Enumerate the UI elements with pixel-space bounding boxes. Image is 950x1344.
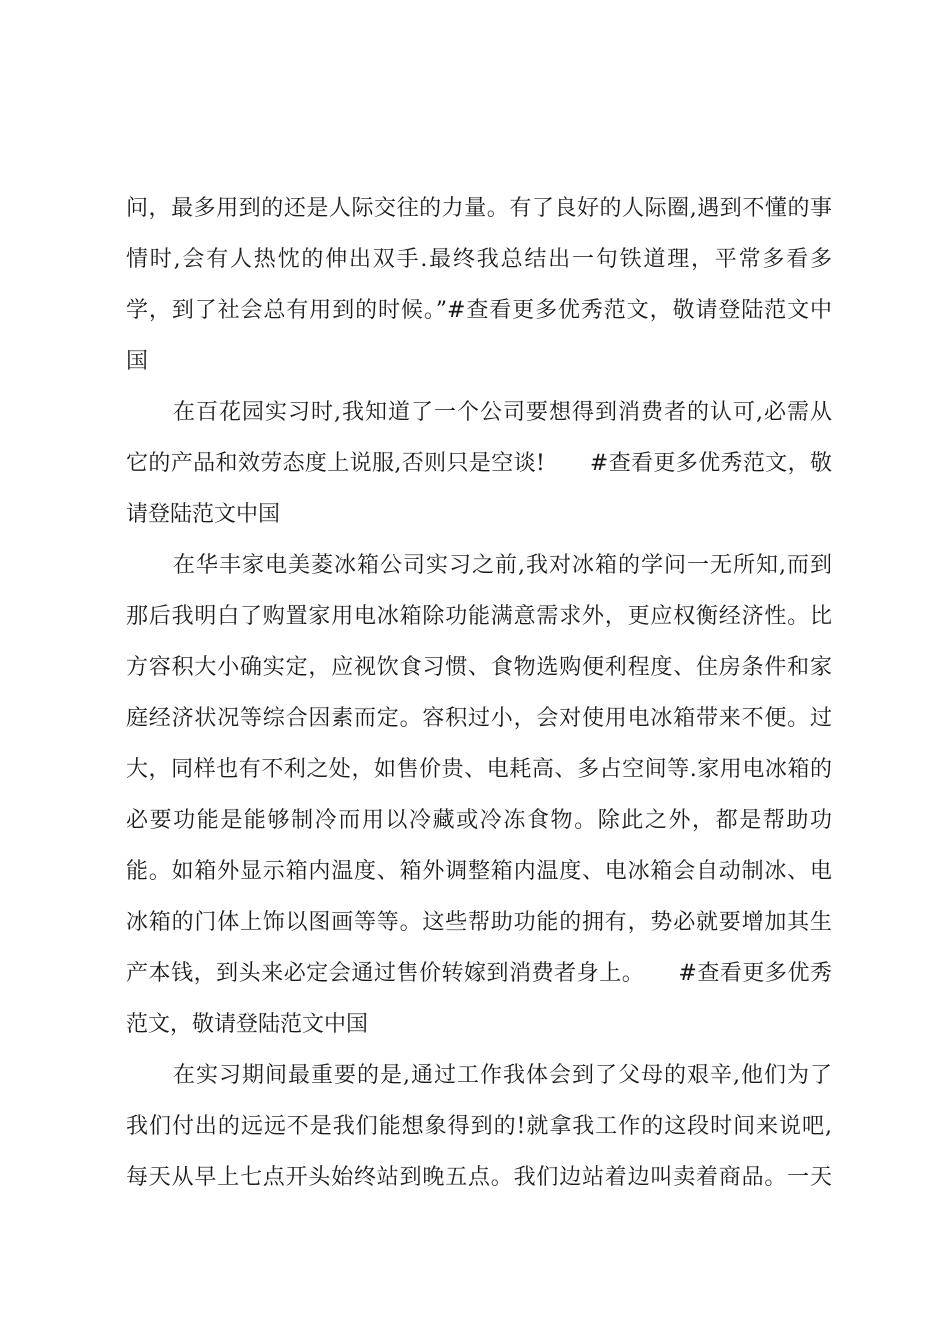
text-line: 能。如箱外显示箱内温度、箱外调整箱内温度、电冰箱会自动制冰、电: [126, 859, 832, 884]
text-line: 请登陆范文中国: [126, 502, 281, 527]
text-line: 我们付出的远远不是我们能想象得到的!就拿我工作的这段时间来说吧,: [126, 1114, 832, 1139]
text-line: 那后我明白了购置家用电冰箱除功能满意需求外，更应权衡经济性。比: [126, 604, 832, 629]
document-body: [126, 183, 832, 1203]
text-line: 方容积大小确实定，应视饮食习惯、食物选购便利程度、住房条件和家: [126, 655, 832, 680]
text-line: 冰箱的门体上饰以图画等等。这些帮助功能的拥有，势必就要增加其生: [126, 910, 832, 935]
text-line: 每天从早上七点开头始终站到晚五点。我们边站着边叫卖着商品。一天: [126, 1165, 832, 1190]
text-line: 大，同样也有不利之处，如售价贵、电耗高、多占空间等.家用电冰箱的: [126, 757, 832, 782]
text-line: 它的产品和效劳态度上说服,否则只是空谈! #查看更多优秀范文，敬: [126, 451, 832, 476]
text-line: 产本钱，到头来必定会通过售价转嫁到消费者身上。 #查看更多优秀: [126, 961, 832, 986]
text-line: 范文，敬请登陆范文中国: [126, 1012, 369, 1037]
text-line: 必要功能是能够制冷而用以冷藏或冷冻食物。除此之外，都是帮助功: [126, 808, 832, 833]
text-line: 在华丰家电美菱冰箱公司实习之前,我对冰箱的学问一无所知,而到: [173, 553, 832, 578]
text-line: 庭经济状况等综合因素而定。容积过小，会对使用电冰箱带来不便。过: [126, 706, 832, 731]
text-line: 问，最多用到的还是人际交往的力量。有了良好的人际圈,遇到不懂的事: [126, 196, 832, 221]
text-line: 在百花园实习时,我知道了一个公司要想得到消费者的认可,必需从: [173, 400, 832, 425]
text-line: 学，到了社会总有用到的时候。”#查看更多优秀范文，敬请登陆范文中: [126, 298, 832, 323]
text-line: 国: [126, 349, 149, 374]
text-line: 情时,会有人热忱的伸出双手.最终我总结出一句铁道理，平常多看多: [126, 247, 832, 272]
text-line: 在实习期间最重要的是,通过工作我体会到了父母的艰辛,他们为了: [173, 1063, 832, 1088]
